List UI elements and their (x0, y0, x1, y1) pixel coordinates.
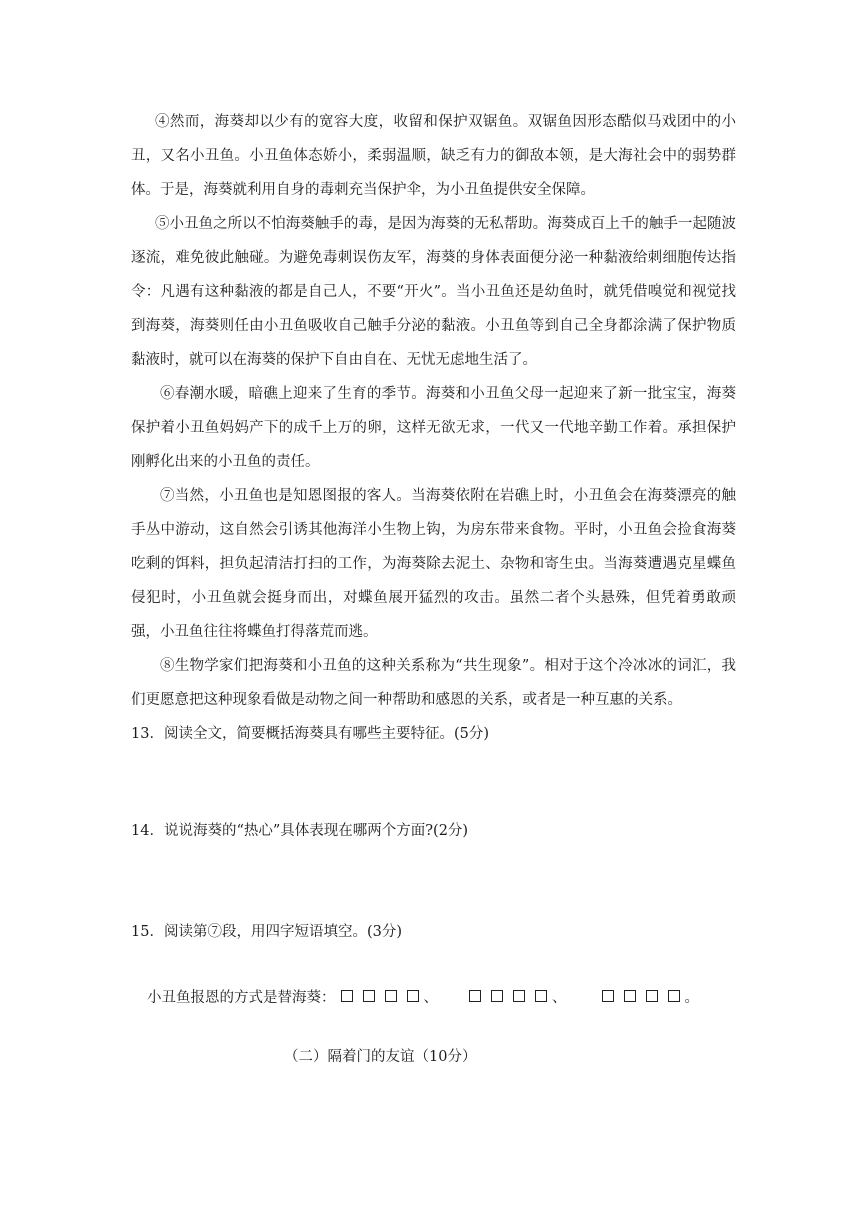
blank-box (491, 990, 503, 1002)
fill-in-end: 。 (684, 990, 699, 1006)
section-title: （二）隔着门的友谊（10分） (284, 1049, 477, 1065)
answer-blank-2[interactable] (464, 981, 552, 1015)
paragraph-5: ⑤小丑鱼之所以不怕海葵触手的毒，是因为海葵的无私帮助。海葵成百上千的触手一起随波逐流，难免彼此触碰。为避免毒刺误伤友军，海葵的身体表面便分泌一种黏液给刺细胞传达指令：凡遇有这种黏液的都是自己人，不要“开火”。当小丑鱼还是幼鱼时，就凭借嗅觉和视觉找到海葵，海葵则任由小丑鱼吸收自己触手分泌的黏液。小丑鱼等到自己全身都涂满了保护物质黏液时，就可以在海葵的保护下自由自在、无忧无虑地生活了。 (131, 216, 736, 368)
question-14: 14．说说海葵的“热心”具体表现在哪两个方面?(2分) (131, 823, 469, 839)
blank-box (385, 990, 397, 1002)
paragraph-7: ⑦当然，小丑鱼也是知恩图报的客人。当海葵依附在岩礁上时，小丑鱼会在海葵漂亮的触手丛中游动，这自然会引诱其他海洋小生物上钩，为房东带来食物。平时，小丑鱼会捡食海葵吃剩的饵料，担负起清洁打扫的工作，为海葵除去泥土、杂物和寄生虫。当海葵遭遇克星蝶鱼侵犯时，小丑鱼就会挺身而出，对蝶鱼展开猛烈的攻击。虽然二者个头悬殊，但凭着勇敢顽强，小丑鱼往往将蝶鱼打得落荒而逃。 (131, 488, 736, 640)
fill-in-prompt: 小丑鱼报恩的方式是替海葵： (147, 990, 336, 1006)
answer-blank-1[interactable] (336, 981, 424, 1015)
answer-blank-3[interactable] (597, 981, 685, 1015)
blank-box (535, 990, 547, 1002)
fill-in-line (131, 981, 736, 1015)
blank-box (469, 990, 481, 1002)
blank-box (341, 990, 353, 1002)
blank-box (624, 990, 636, 1002)
paragraph-8: ⑧生物学家们把海葵和小丑鱼的这种关系称为“共生现象”。相对于这个冷冰冰的词汇，我们更愿意把这种现象看做是动物之间一种帮助和感恩的关系，或者是一种互惠的关系。 (131, 658, 736, 708)
paragraph-6: ⑥春潮水暖，暗礁上迎来了生育的季节。海葵和小丑鱼父母一起迎来了新一批宝宝，海葵保护着小丑鱼妈妈产下的成千上万的卵，这样无欲无求，一代又一代地辛勤工作着。承担保护刚孵化出来的小丑鱼的责任。 (131, 386, 736, 470)
question-13: 13．阅读全文，简要概括海葵具有哪些主要特征。(5分) (131, 726, 489, 742)
blank-box (646, 990, 658, 1002)
document-page (131, 105, 736, 1074)
blank-box (363, 990, 375, 1002)
fill-in-separator: 、 (423, 990, 438, 1006)
blank-box (668, 990, 680, 1002)
blank-box (602, 990, 614, 1002)
paragraph-4: ④然而，海葵却以少有的宽容大度，收留和保护双锯鱼。双锯鱼因形态酷似马戏团中的小丑，又名小丑鱼。小丑鱼体态娇小，柔弱温顺，缺乏有力的御敌本领，是大海社会中的弱势群体。于是，海葵就利用自身的毒刺充当保护伞，为小丑鱼提供安全保障。 (131, 114, 736, 198)
blank-box (513, 990, 525, 1002)
question-15: 15．阅读第⑦段，用四字短语填空。(3分) (131, 924, 402, 940)
blank-box (407, 990, 419, 1002)
fill-in-separator: 、 (552, 990, 567, 1006)
